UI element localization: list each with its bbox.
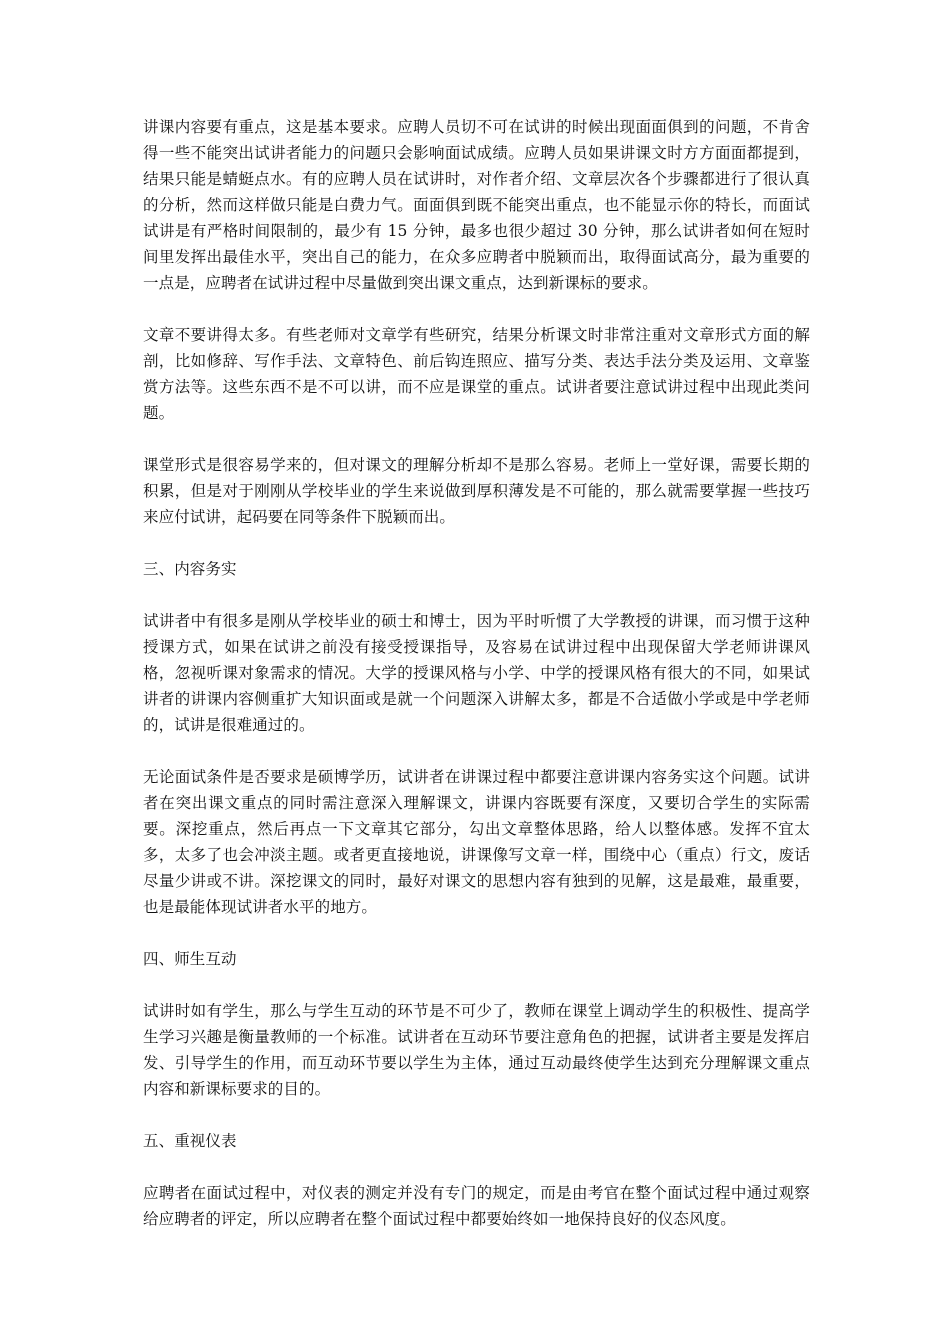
section-heading-content: 三、内容务实 <box>143 560 237 578</box>
paragraph-article-analysis: 文章不要讲得太多。有些老师对文章学有些研究，结果分析课文时非常注重对文章形式方面的解剖，比如修辞、写作手法、文章特色、前后钩连照应、描写分类、表达手法分类及运用、文章鉴赏方法等。这些东西不是不可以讲，而不应是课堂的重点。试讲者要注意试讲过程中出现此类问题。 <box>143 326 810 422</box>
paragraph-interaction: 试讲时如有学生，那么与学生互动的环节是不可少了，教师在课堂上调动学生的积极性、提高学生学习兴趣是衡量教师的一个标准。试讲者在互动环节要注意角色的把握，试讲者主要是发挥启发、引导学生的作用，而互动环节要以学生为主体，通过互动最终使学生达到充分理解课文重点内容和新课标要求的目的。 <box>143 1002 810 1098</box>
section-heading-interaction: 四、师生互动 <box>143 950 237 968</box>
paragraph-appearance: 应聘者在面试过程中，对仪表的测定并没有专门的规定，而是由考官在整个面试过程中通过观察给应聘者的评定，所以应聘者在整个面试过程中都要始终如一地保持良好的仪态风度。 <box>143 1184 810 1228</box>
section-heading-appearance: 五、重视仪表 <box>143 1132 237 1150</box>
paragraph-graduates: 试讲者中有很多是刚从学校毕业的硕士和博士，因为平时听惯了大学教授的讲课，而习惯于这种授课方式，如果在试讲之前没有接受授课指导，及容易在试讲过程中出现保留大学老师讲课风格，忽视听课对象需求的情况。大学的授课风格与小学、中学的授课风格有很大的不同，如果试讲者的讲课内容侧重扩大知识面或是就一个问题深入讲解太多，都是不合适做小学或是中学老师的，试讲是很难通过的。 <box>143 612 810 734</box>
paragraph-practical-content: 无论面试条件是否要求是硕博学历，试讲者在讲课过程中都要注意讲课内容务实这个问题。试讲者在突出课文重点的同时需注意深入理解课文，讲课内容既要有深度，又要切合学生的实际需要。深挖重点，然后再点一下文章其它部分，勾出文章整体思路，给人以整体感。发挥不宜太多，太多了也会冲淡主题。或者更直接地说，讲课像写文章一样，围绕中心（重点）行文，废话尽量少讲或不讲。深挖课文的同时，最好对课文的思想内容有独到的见解，这是最难，最重要，也是最能体现试讲者水平的地方。 <box>143 768 810 916</box>
document-page <box>143 114 810 1258</box>
paragraph-key-points: 讲课内容要有重点，这是基本要求。应聘人员切不可在试讲的时候出现面面俱到的问题，不肯舍得一些不能突出试讲者能力的问题只会影响面试成绩。应聘人员如果讲课文时方方面面都提到，结果只能是蜻蜓点水。有的应聘人员在试讲时，对作者介绍、文章层次各个步骤都进行了很认真的分析，然而这样做只能是白费力气。面面俱到既不能突出重点，也不能显示你的特长，而面试试讲是有严格时间限制的，最少有 15 分钟，最多也很少超过 30 分钟，那么试讲者如何在短时间里发挥出最佳水平，突出自己的能力，在众多应聘者中脱颖而出，取得面试高分，最为重要的一点是，应聘者在试讲过程中尽量做到突出课文重点，达到新课标的要求。 <box>143 118 810 292</box>
paragraph-classroom-form: 课堂形式是很容易学来的，但对课文的理解分析却不是那么容易。老师上一堂好课，需要长期的积累，但是对于刚刚从学校毕业的学生来说做到厚积薄发是不可能的，那么就需要掌握一些技巧来应付试讲，起码要在同等条件下脱颖而出。 <box>143 456 810 526</box>
